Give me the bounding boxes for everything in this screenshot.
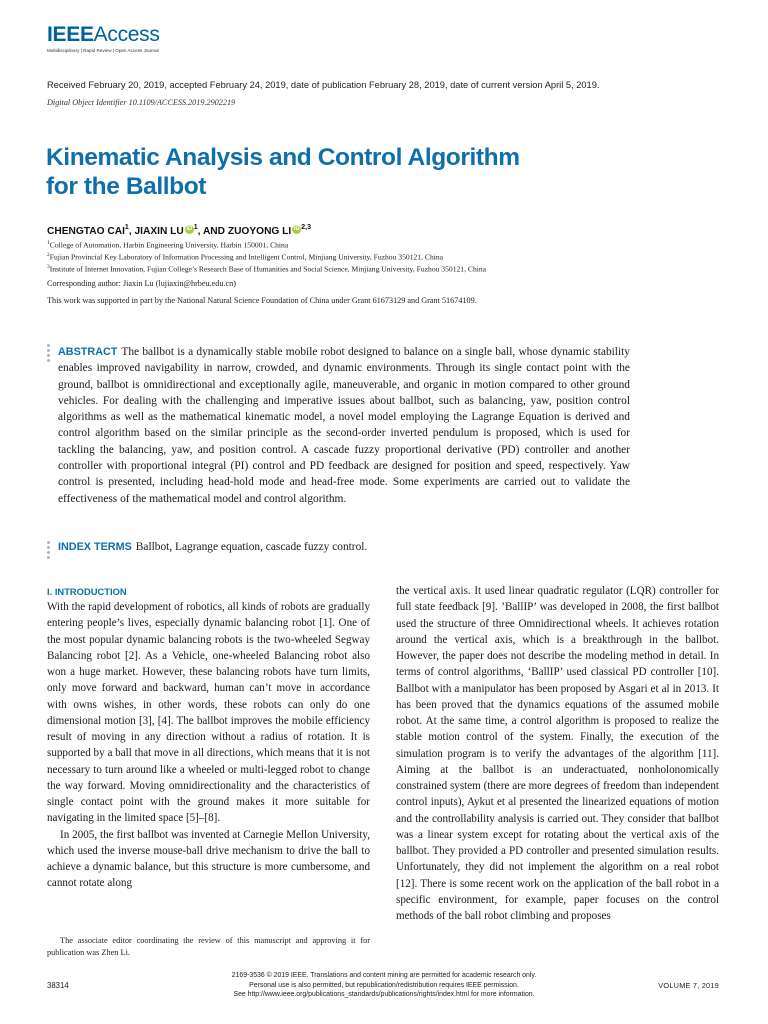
editor-footnote: The associate editor coordinating the review of this manuscript and approving it for publication was Zhen Li. (47, 936, 370, 957)
index-terms-label: INDEX TERMS (58, 541, 132, 553)
license-notice (180, 971, 588, 1000)
section-heading-introduction: I. INTRODUCTION (47, 586, 127, 597)
license-line-2: Personal use is also permitted, but republication/redistribution requires IEEE permission. (249, 981, 519, 989)
corresponding-author: Corresponding author: Jiaxin Lu (lujiaxin@hrbeu.edu.cn) (47, 279, 236, 288)
received-dates: Received February 20, 2019, accepted February 24, 2019, date of publication February 28, 2019, date of current version April 5, 2019. (47, 80, 600, 90)
intro-paragraph-2: In 2005, the first ballbot was invented at Carnegie Mellon University, which used the inverse mouse-ball drive mechanism to drive the ball to achieve a dynamic balance, but this structure is more cumbersome, and cannot rotate along (47, 828, 370, 890)
title-line-2: for the Ballbot (46, 173, 207, 200)
abstract-text: The ballbot is a dynamically stable mobile robot designed to balance on a single ball, whose dynamic stability enables improved navigability in narrow, crowded, and dynamic environments. Through its single contact point with the ground, ballbot is omnidirectional and exceptionally agile, maneuverable, and organic in motion compared to other ground vehicles. For dealing with the challenging and imperative issues about ballbot, such as balancing, yaw, position control algorithms as well as the mathematical kinematic model, a novel model employing the Lagrange Equation is derived and control algorithm based on the similar principle as the second-order inverted pendulum is proposed, which is used for tackling the balancing, yaw, and position control. A cascade fuzzy proportional derivative (PD) controller and another controller with proportional integral (PI) control and PD feedback are designed for position and speed, respectively. Yaw control is presented, including head-hold mode and head-free mode. Some experiments are carried out to validate the effectiveness of the mathematical model and control algorithm. (58, 346, 630, 505)
left-column (47, 599, 370, 892)
funding-note: This work was supported in part by the National Natural Science Foundation of China under Grant 61673129 and Grant 51674109. (47, 296, 477, 305)
abstract (58, 344, 630, 507)
logo-brand: IEEE (47, 23, 94, 46)
license-line-3[interactable]: See http://www.ieee.org/publications_standards/publications/rights/index.html for more information. (233, 991, 535, 999)
author-3-sup: 2,3 (301, 224, 311, 231)
author-2: JIAXIN LU (134, 226, 184, 237)
affiliation-3: $^3$Institute of Internet Innovation, Fujian College’s Research Base of Humanities and Social Science, Minjiang University, Fuzhou 350121, China (47, 264, 487, 274)
logo-tagline: Multidisciplinary | Rapid Review | Open Access Journal (47, 48, 159, 53)
orcid-icon[interactable]: iD (186, 226, 193, 232)
doi[interactable]: Digital Object Identifier 10.1109/ACCESS.2019.2902219 (47, 98, 236, 107)
author-2-sup: 1 (193, 224, 198, 231)
title-line-1: Kinematic Analysis and Control Algorithm (46, 144, 520, 171)
index-dots-icon (47, 541, 51, 561)
paper-title (46, 143, 520, 201)
index-terms-text: Ballbot, Lagrange equation, cascade fuzzy control. (135, 541, 368, 553)
affiliation-2: $^2$Fujian Provincial Key Laboratory of Information Processing and Intelligent Control, Minjiang University, Fuzhou 350121, China (47, 252, 444, 262)
volume-info: VOLUME 7, 2019 (658, 981, 719, 990)
abstract-label: ABSTRACT (58, 346, 118, 358)
page-number: 38314 (47, 981, 69, 990)
logo-product: Access (93, 23, 160, 46)
right-column (396, 583, 719, 924)
abstract-dots-icon (47, 344, 51, 364)
license-line-1: 2169-3536 © 2019 IEEE. Translations and content mining are permitted for academic research only. (231, 972, 537, 979)
author-list: CHENGTAO CAI$^1$, JIAXIN LU iD $^1$, AND ZUOYONG LI iD $^{2,3}$ (47, 224, 311, 237)
orcid-icon[interactable]: iD (293, 226, 300, 232)
intro-paragraph-3: the vertical axis. It used linear quadratic regulator (LQR) controller for full state feedback [9]. ’BallIP’ was developed in 2008, the first ballbot used the structure of three Omnidirectional wheels. It achieves rotation around the vertical axis, which is a breakthrough in the ballbot. However, the paper does not describe the modeling method in detail. In terms of control algorithms, ‘BallIP’ used classical PD controller [10]. Ballbot with a manipulator has been proposed by Asgari et al in 2013. It has been proved that the dynamics equations of the assumed mobile robot. At the same time, a control algorithm is proposed to realize the stable motion control of the system. Finally, the execution of the simulation program is to verify the advantages of the algorithm [11]. Aiming at the ballbot is an underactuated, nonholonomically constrained system (there are more degrees of freedom than independent control inputs), Aykut et al presented the linearized equations of motion and the controllability analysis is carried out. They consider that ballbot was a linear system except for rotating about the vertical axis of the ballbot. They provided a PD controller and presented simulation results. Unfortunately, they did not implement the algorithm on a real robot [12]. There is some recent work on the application of the ball robot in a specific environment, for example, paper focuses on the control methods of the ball robot climbing and proposes (396, 585, 719, 922)
index-terms (58, 541, 367, 553)
author-3: , AND ZUOYONG LI (197, 226, 292, 237)
intro-paragraph-1: With the rapid development of robotics, all kinds of robots are gradually entering people’s lives, especially dynamic balancing robot [1]. One of the most popular dynamic balancing robots is the two-wheeled Segway Balancing robot [2]. As a Vehicle, one-wheeled Balancing robot also won a huge market. However, these balancing robots have turn limits, only move forward and backward, human can’t move in accordance with owns wishes, in other words, these robots can only do one dimensional motion [3], [4]. The ballbot improves the mobile efficiency result of moving in any direction without a radius of rotation. It is supported by a ball that move in all directions, which means that it is not necessary to turn around like a wheeled or multi-legged robot to change the way forward. Moving omnidirectionality and the characteristics of single contact point with the ground makes it more suitable for navigating in the limited space [5]–[8]. (47, 601, 370, 825)
journal-logo (47, 24, 160, 53)
author-1-sup: 1 (124, 224, 129, 231)
affiliation-1: $^1$College of Automation, Harbin Engineering University, Harbin 150001, China (47, 240, 289, 250)
author-1: CHENGTAO CAI (47, 226, 125, 237)
